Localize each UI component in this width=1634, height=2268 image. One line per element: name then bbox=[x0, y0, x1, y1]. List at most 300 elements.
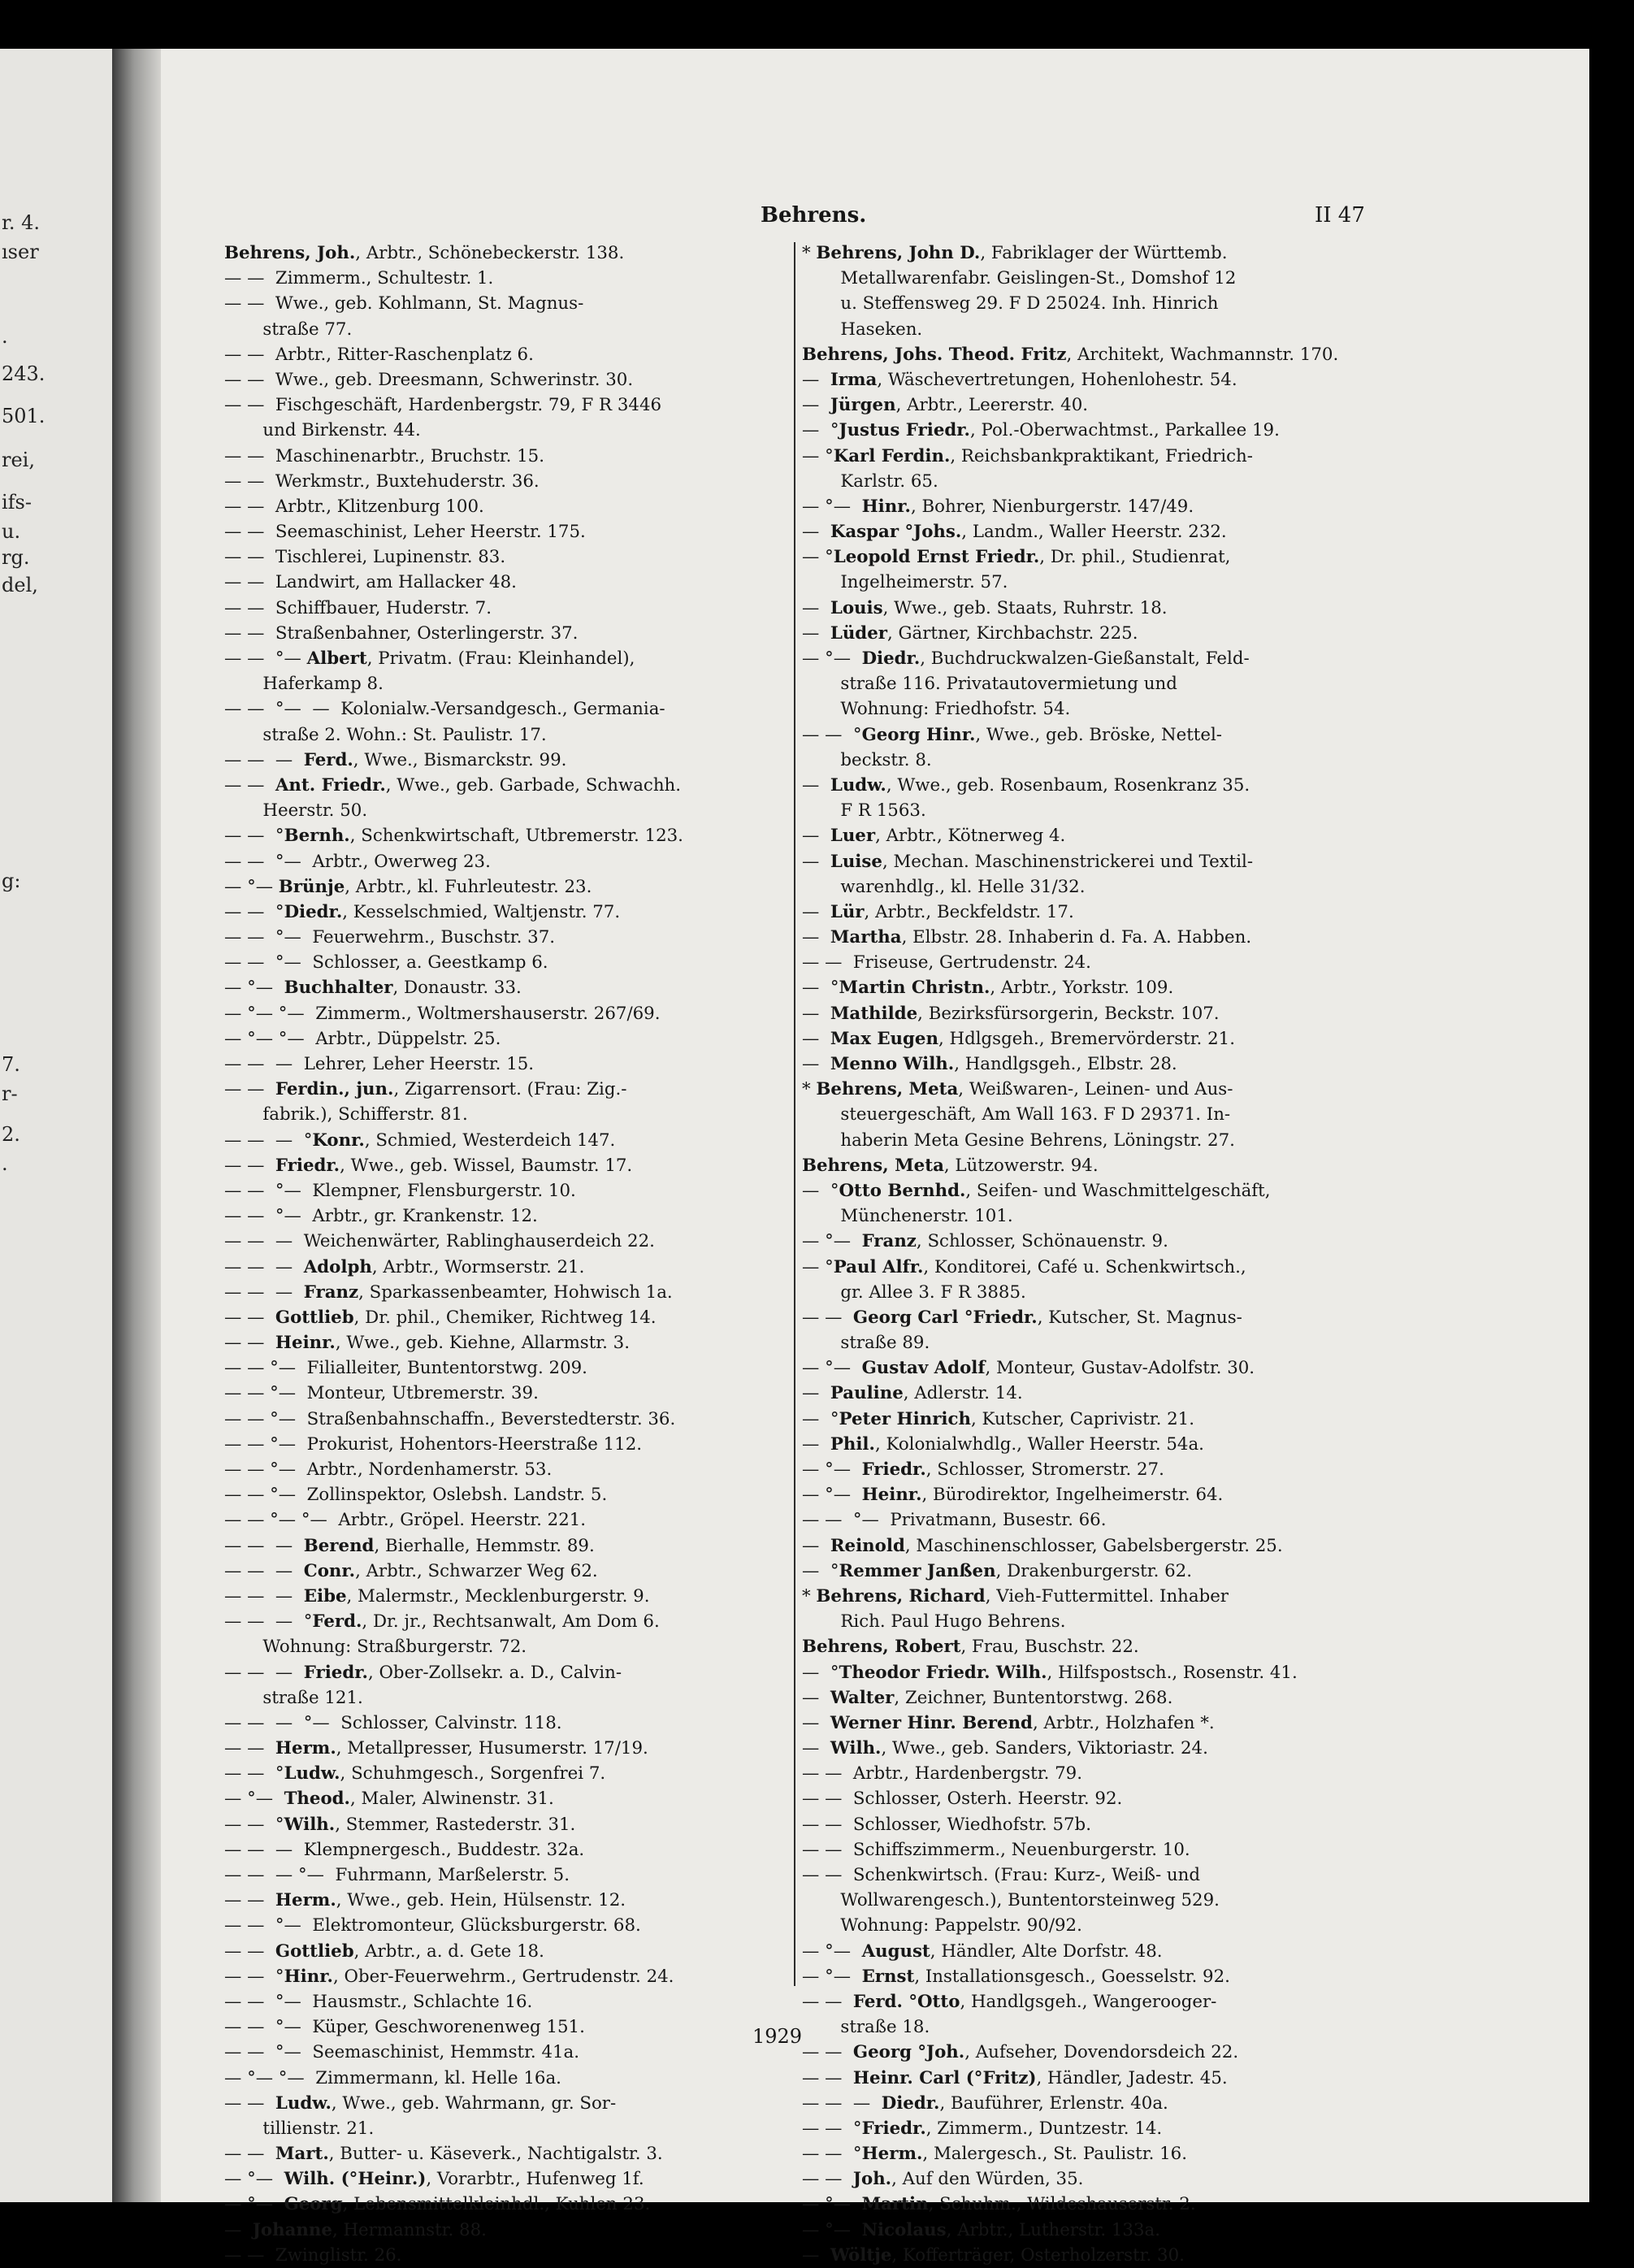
entry-name: Gottlieb bbox=[275, 1307, 354, 1328]
entry-text: — — °— Seemaschinist, Hemmstr. 41a. bbox=[224, 2042, 580, 2063]
entry-text: Karlstr. 65. bbox=[802, 471, 938, 492]
entry-text: , Bohrer, Nienburgerstr. 147/49. bbox=[910, 496, 1194, 517]
entry-name: Behrens, Robert bbox=[802, 1637, 961, 1658]
entry-name: Ferd. bbox=[303, 749, 353, 770]
entry-name: Georg °Joh. bbox=[852, 2042, 965, 2063]
directory-entry-line bbox=[802, 1077, 1371, 1102]
entry-text: , Landm., Waller Heerstr. 232. bbox=[961, 522, 1227, 543]
entry-text: steuergeschäft, Am Wall 163. F D 29371. In- bbox=[802, 1104, 1231, 1125]
directory-entry-line bbox=[224, 646, 793, 671]
book-gutter bbox=[112, 49, 161, 2202]
entry-text: , Kutscher, St. Magnus- bbox=[1037, 1307, 1242, 1328]
directory-entry-line bbox=[224, 621, 793, 646]
entry-name: Max Eugen bbox=[830, 1028, 938, 1049]
entry-text: , Adlerstr. 14. bbox=[903, 1383, 1023, 1404]
previous-page-text-fragment: rei, bbox=[2, 449, 35, 471]
entry-text: , Wäschevertretungen, Hohenlohestr. 54. bbox=[877, 369, 1237, 390]
directory-entry-line bbox=[802, 1711, 1371, 1736]
directory-entry-line bbox=[224, 2218, 793, 2243]
entry-name: Irma bbox=[830, 369, 878, 390]
directory-entry-line bbox=[802, 2218, 1371, 2243]
entry-name: Behrens, John D. bbox=[816, 243, 981, 263]
directory-entry-line bbox=[802, 900, 1371, 925]
entry-text: — — °— Arbtr., gr. Krankenstr. 12. bbox=[224, 1206, 538, 1227]
directory-entry-line bbox=[802, 1153, 1371, 1178]
entry-name: Diedr. bbox=[284, 901, 343, 922]
entry-name: Hinr. bbox=[861, 496, 911, 517]
entry-text: tillienstr. 21. bbox=[224, 2118, 375, 2139]
entry-text: , Ober-Feuerwehrm., Gertrudenstr. 24. bbox=[332, 1966, 674, 1987]
previous-page-text-fragment: r- bbox=[2, 1082, 18, 1105]
entry-text: , Wwe., geb. Sanders, Viktoriastr. 24. bbox=[881, 1738, 1208, 1759]
directory-entry-line bbox=[224, 1407, 793, 1432]
entry-text: Ingelheimerstr. 57. bbox=[802, 572, 1008, 593]
directory-entry-line bbox=[802, 748, 1371, 773]
entry-text: Haseken. bbox=[802, 319, 923, 340]
directory-entry-line bbox=[224, 671, 793, 696]
directory-entry-line bbox=[802, 1026, 1371, 1052]
directory-entry-line bbox=[802, 1685, 1371, 1711]
entry-name: Wilh. (°Heinr.) bbox=[284, 2169, 427, 2190]
entry-text: — bbox=[224, 2219, 253, 2240]
directory-entry-line bbox=[802, 2192, 1371, 2217]
directory-entry-line bbox=[224, 1102, 793, 1127]
directory-entry-line bbox=[224, 1584, 793, 1609]
entry-name: Berend bbox=[303, 1535, 375, 1556]
directory-entry-line bbox=[224, 1812, 793, 1837]
entry-name: Nicolaus bbox=[861, 2219, 947, 2240]
directory-entry-line bbox=[802, 722, 1371, 748]
entry-text: — — — bbox=[224, 1662, 304, 1683]
entry-text: , Elbstr. 28. Inhaberin d. Fa. A. Habben. bbox=[901, 927, 1252, 948]
entry-text: Wohnung: Pappelstr. 90/92. bbox=[802, 1915, 1082, 1936]
entry-text: , Privatm. (Frau: Kleinhandel), bbox=[366, 648, 635, 669]
previous-page-text-fragment: 2. bbox=[2, 1123, 20, 1146]
entry-name: Behrens, Richard bbox=[816, 1585, 986, 1607]
entry-text: , Donaustr. 33. bbox=[392, 978, 522, 999]
directory-entry-line bbox=[802, 1203, 1371, 1229]
entry-name: Phil. bbox=[830, 1433, 875, 1455]
directory-entry-line bbox=[802, 1001, 1371, 1026]
directory-entry-line bbox=[224, 1432, 793, 1457]
entry-name: Luer bbox=[830, 826, 876, 847]
entry-text: , Arbtr., Yorkstr. 109. bbox=[990, 978, 1174, 999]
directory-entry-line bbox=[802, 392, 1371, 418]
directory-entry-line bbox=[224, 392, 793, 418]
directory-entry-line bbox=[224, 2243, 793, 2268]
entry-name: Gottlieb bbox=[275, 1941, 354, 1962]
entry-name: Theodor Friedr. Wilh. bbox=[839, 1662, 1047, 1683]
directory-entry-line bbox=[224, 544, 793, 570]
entry-text: , Wwe., geb. Hein, Hülsenstr. 12. bbox=[336, 1890, 626, 1911]
entry-name: Pauline bbox=[830, 1383, 904, 1404]
directory-entry-line bbox=[802, 444, 1371, 469]
directory-entry-line bbox=[224, 748, 793, 773]
entry-text: , Konditorei, Café u. Schenkwirtsch., bbox=[923, 1256, 1246, 1277]
entry-text: — °— bbox=[802, 1459, 862, 1480]
entry-name: Buchhalter bbox=[284, 978, 393, 999]
directory-entry-line bbox=[224, 1786, 793, 1811]
directory-entry-line bbox=[224, 1989, 793, 2014]
entry-text: , Lützowerstr. 94. bbox=[943, 1155, 1099, 1176]
entry-text: , Auf den Würden, 35. bbox=[891, 2169, 1084, 2190]
directory-entry-line bbox=[224, 317, 793, 342]
entry-name: Georg bbox=[284, 2194, 343, 2215]
entry-text: , Bierhalle, Hemmstr. 89. bbox=[374, 1535, 595, 1556]
entry-text: , Arbtr., Lutherstr. 133a. bbox=[946, 2219, 1160, 2240]
directory-entry-line bbox=[802, 241, 1371, 266]
directory-entry-line bbox=[224, 874, 793, 900]
entry-text: , Kutscher, Caprivistr. 21. bbox=[970, 1408, 1194, 1429]
entry-text: — — — bbox=[802, 2092, 882, 2114]
directory-entry-line bbox=[802, 646, 1371, 671]
entry-text: — — ° bbox=[224, 1966, 284, 1987]
entry-text: — — — bbox=[224, 1585, 304, 1607]
directory-entry-line bbox=[224, 900, 793, 925]
entry-text: — — Arbtr., Hardenbergstr. 79. bbox=[802, 1763, 1082, 1784]
entry-name: Ernst bbox=[861, 1966, 915, 1987]
directory-entry-line bbox=[802, 1381, 1371, 1406]
directory-entry-line bbox=[224, 722, 793, 748]
directory-entry-line bbox=[802, 1280, 1371, 1305]
entry-text: — — bbox=[802, 2067, 853, 2088]
entry-name: Johanne bbox=[252, 2219, 332, 2240]
entry-text: , Schlosser, Stromerstr. 27. bbox=[925, 1459, 1164, 1480]
entry-text: — — — bbox=[224, 1560, 304, 1581]
entry-name: Werner Hinr. Berend bbox=[830, 1712, 1033, 1733]
directory-entry-line bbox=[802, 1660, 1371, 1685]
entry-name: Wöltje bbox=[830, 2244, 892, 2266]
entry-text: — — bbox=[802, 2042, 853, 2063]
entry-name: Peter Hinrich bbox=[839, 1408, 971, 1429]
directory-entry-line bbox=[802, 1863, 1371, 1888]
directory-entry-line bbox=[224, 1939, 793, 1964]
directory-entry-line bbox=[224, 1711, 793, 1736]
entry-text: , Drakenburgerstr. 62. bbox=[995, 1560, 1192, 1581]
entry-text: — — °— Prokurist, Hohentors-Heerstraße 112. bbox=[224, 1433, 643, 1455]
directory-entry-line bbox=[802, 1178, 1371, 1203]
entry-text: — ° bbox=[802, 1560, 839, 1581]
directory-entry-line bbox=[802, 570, 1371, 595]
directory-entry-line bbox=[802, 1052, 1371, 1077]
entry-text: — — ° bbox=[224, 826, 284, 847]
entry-text: — bbox=[802, 1383, 830, 1404]
previous-page-text-fragment: g: bbox=[2, 869, 21, 892]
entry-text: — °— °— Arbtr., Düppelstr. 25. bbox=[224, 1028, 501, 1049]
entry-text: — °— bbox=[802, 2194, 862, 2215]
entry-text: — bbox=[802, 2244, 830, 2266]
directory-entry-line bbox=[224, 1229, 793, 1254]
directory-entry-line bbox=[224, 2192, 793, 2217]
directory-entry-line bbox=[224, 773, 793, 798]
entry-name: Ferd. bbox=[312, 1611, 362, 1633]
entry-text: , Fabriklager der Württemb. bbox=[980, 243, 1228, 263]
entry-name: Theod. bbox=[284, 1789, 350, 1810]
entry-text: — °— bbox=[802, 496, 862, 517]
directory-entry-line bbox=[802, 1913, 1371, 1938]
entry-text: Rich. Paul Hugo Behrens. bbox=[802, 1611, 1066, 1633]
entry-text: straße 77. bbox=[224, 319, 353, 340]
entry-name: Konr. bbox=[312, 1130, 365, 1151]
entry-name: Diedr. bbox=[881, 2092, 940, 2114]
entry-text: — — °— Filialleiter, Buntentorstwg. 209. bbox=[224, 1358, 587, 1379]
directory-entry-line bbox=[224, 2116, 793, 2141]
entry-text: — — Wwe., geb. Dreesmann, Schwerinstr. 30. bbox=[224, 369, 634, 390]
entry-text: — — Tischlerei, Lupinenstr. 83. bbox=[224, 547, 506, 568]
entry-name: Heinr. Carl (°Fritz) bbox=[852, 2067, 1037, 2088]
entry-name: Louis bbox=[830, 597, 883, 618]
entry-text: straße 121. bbox=[224, 1687, 363, 1708]
entry-text: — °— bbox=[802, 1485, 862, 1506]
directory-entry-line bbox=[224, 1026, 793, 1052]
entry-name: Friedr. bbox=[303, 1662, 368, 1683]
entry-text: — — Schiffbauer, Huderstr. 7. bbox=[224, 597, 492, 618]
entry-text: — — ° bbox=[224, 1814, 284, 1835]
entry-text: — — Zimmerm., Schultestr. 1. bbox=[224, 268, 494, 289]
directory-entry-line bbox=[802, 773, 1371, 798]
previous-page-text-fragment: ıser bbox=[2, 241, 39, 263]
entry-text: , Arbtr., Schönebeckerstr. 138. bbox=[355, 243, 625, 263]
entry-text: , Buchdruckwalzen-Gießanstalt, Feld- bbox=[920, 648, 1250, 669]
entry-text: , Hilfspostsch., Rosenstr. 41. bbox=[1047, 1662, 1298, 1683]
entry-name: Georg Carl °Friedr. bbox=[852, 1307, 1038, 1328]
entry-text: — — — ° bbox=[224, 1611, 313, 1633]
entry-text: , Zeichner, Buntentorstwg. 268. bbox=[894, 1687, 1173, 1708]
directory-entry-line bbox=[224, 1001, 793, 1026]
directory-entry-line bbox=[802, 798, 1371, 823]
entry-name: Diedr. bbox=[861, 648, 921, 669]
previous-page-edge bbox=[0, 49, 112, 2202]
entry-name: Heinr. bbox=[275, 1333, 336, 1354]
entry-name: Martin bbox=[861, 2194, 929, 2215]
entry-text: , Malergesch., St. Paulistr. 16. bbox=[922, 2144, 1187, 2165]
directory-entry-line bbox=[224, 1533, 793, 1559]
entry-text: — — — bbox=[224, 1281, 304, 1303]
entry-name: Luise bbox=[830, 851, 882, 872]
directory-entry-line bbox=[802, 2166, 1371, 2192]
entry-text: — — ° bbox=[224, 1763, 284, 1784]
entry-text: , Schuhmgesch., Sorgenfrei 7. bbox=[340, 1763, 606, 1784]
entry-text: — bbox=[802, 826, 830, 847]
entry-name: Ludw. bbox=[284, 1763, 340, 1784]
entry-name: Friedr. bbox=[861, 1459, 926, 1480]
entry-text: — °— bbox=[802, 1231, 862, 1252]
entry-text: — bbox=[802, 901, 830, 922]
entry-text: — — bbox=[224, 1079, 275, 1100]
directory-entry-line bbox=[224, 469, 793, 494]
directory-entry-line bbox=[802, 291, 1371, 316]
entry-name: Ludw. bbox=[275, 2092, 332, 2114]
directory-entry-line bbox=[224, 1837, 793, 1863]
directory-entry-line bbox=[224, 925, 793, 950]
entry-name: Franz bbox=[303, 1281, 359, 1303]
directory-entry-line bbox=[802, 266, 1371, 291]
entry-text: — °— bbox=[802, 648, 862, 669]
entry-name: Ludw. bbox=[830, 774, 886, 796]
entry-text: — bbox=[802, 522, 830, 543]
directory-entry-line bbox=[224, 1077, 793, 1102]
entry-text: — — — ° bbox=[224, 1130, 313, 1151]
directory-entry-line bbox=[802, 544, 1371, 570]
entry-name: Conr. bbox=[303, 1560, 356, 1581]
entry-text: , Schenkwirtschaft, Utbremerstr. 123. bbox=[349, 826, 683, 847]
entry-text: und Birkenstr. 44. bbox=[224, 420, 421, 441]
previous-page-text-fragment: del, bbox=[2, 574, 38, 596]
directory-entry-line bbox=[802, 1964, 1371, 1989]
entry-text: — — Schlosser, Osterh. Heerstr. 92. bbox=[802, 1789, 1123, 1810]
entry-text: — — — bbox=[224, 749, 304, 770]
directory-entry-line bbox=[802, 849, 1371, 874]
entry-text: — — °— Privatmann, Busestr. 66. bbox=[802, 1510, 1107, 1531]
entry-text: , Mechan. Maschinenstrickerei und Textil- bbox=[882, 851, 1254, 872]
entry-name: Lüder bbox=[830, 622, 887, 644]
entry-text: — °— °— Zimmermann, kl. Helle 16a. bbox=[224, 2067, 561, 2088]
entry-text: — bbox=[802, 927, 830, 948]
entry-text: — bbox=[802, 395, 830, 416]
directory-entry-line bbox=[802, 1634, 1371, 1659]
entry-name: Behrens, Meta bbox=[802, 1155, 944, 1176]
previous-page-text-fragment: . bbox=[2, 325, 8, 348]
entry-name: Bernh. bbox=[284, 826, 350, 847]
entry-text: — °— bbox=[802, 2219, 862, 2240]
directory-entry-line bbox=[802, 1609, 1371, 1634]
directory-entry-line bbox=[802, 2243, 1371, 2268]
directory-entry-line bbox=[224, 950, 793, 975]
entry-text: — — °— Monteur, Utbremerstr. 39. bbox=[224, 1383, 539, 1404]
entry-text: — — Fischgeschäft, Hardenbergstr. 79, F R 3446 bbox=[224, 395, 662, 416]
directory-entry-line bbox=[224, 418, 793, 443]
directory-entry-line bbox=[224, 596, 793, 621]
entry-text: — — Maschinenarbtr., Bruchstr. 15. bbox=[224, 445, 544, 466]
entry-text: — bbox=[802, 1535, 830, 1556]
directory-entry-line bbox=[224, 241, 793, 266]
entry-name: Menno Wilh. bbox=[830, 1054, 955, 1074]
directory-entry-line bbox=[224, 342, 793, 367]
entry-text: haberin Meta Gesine Behrens, Löningstr. 27. bbox=[802, 1130, 1235, 1151]
entry-text: — bbox=[802, 622, 830, 644]
entry-name: Herm. bbox=[275, 1890, 336, 1911]
entry-text: , Pol.-Oberwachtmst., Parkallee 19. bbox=[969, 420, 1280, 441]
entry-text: — — bbox=[802, 2169, 853, 2190]
entry-text: , Butter- u. Käseverk., Nachtigalstr. 3. bbox=[328, 2144, 663, 2165]
entry-text: * bbox=[802, 1079, 817, 1100]
entry-name: Lür bbox=[830, 901, 865, 922]
directory-entry-line bbox=[802, 696, 1371, 722]
entry-name: Ferdin., jun. bbox=[275, 1079, 394, 1100]
entry-text: , Hdlgsgeh., Bremervörderstr. 21. bbox=[938, 1028, 1235, 1049]
entry-text: F R 1563. bbox=[802, 800, 926, 822]
directory-entry-line bbox=[802, 925, 1371, 950]
entry-text: — — — bbox=[224, 1535, 304, 1556]
directory-entry-line bbox=[224, 1913, 793, 1938]
directory-entry-line bbox=[802, 469, 1371, 494]
entry-text: — — Arbtr., Klitzenburg 100. bbox=[224, 496, 484, 517]
directory-entry-line bbox=[802, 1102, 1371, 1127]
entry-text: — — °— Feuerwehrm., Buschstr. 37. bbox=[224, 927, 556, 948]
entry-name: Georg Hinr. bbox=[861, 724, 976, 745]
entry-text: , Wwe., Bismarckstr. 99. bbox=[353, 749, 567, 770]
entry-text: — bbox=[802, 1738, 830, 1759]
entry-text: — — bbox=[224, 1941, 275, 1962]
directory-entry-line bbox=[224, 1128, 793, 1153]
entry-text: — — — Weichenwärter, Rablinghauserdeich 22. bbox=[224, 1231, 655, 1252]
directory-entry-line bbox=[802, 671, 1371, 696]
entry-text: — — bbox=[224, 2144, 275, 2165]
entry-text: — — bbox=[224, 1307, 275, 1328]
entry-text: — — °— Klempner, Flensburgerstr. 10. bbox=[224, 1180, 576, 1201]
entry-name: Adolph bbox=[303, 1256, 372, 1277]
entry-text: , Schmied, Westerdeich 147. bbox=[364, 1130, 616, 1151]
entry-text: — — — Klempnergesch., Buddestr. 32a. bbox=[224, 1839, 585, 1860]
directory-entry-line bbox=[802, 621, 1371, 646]
entry-text: , Arbtr., Schwarzer Weg 62. bbox=[355, 1560, 598, 1581]
directory-entry-line bbox=[224, 1863, 793, 1888]
entry-text: , Vorarbtr., Hufenweg 1f. bbox=[426, 2169, 644, 2190]
directory-entry-line bbox=[802, 2141, 1371, 2166]
directory-entry-line bbox=[224, 1255, 793, 1280]
entry-text: — — bbox=[802, 1307, 853, 1328]
directory-entry-line bbox=[802, 317, 1371, 342]
entry-text: — bbox=[802, 1687, 830, 1708]
entry-text: — — — °— Schlosser, Calvinstr. 118. bbox=[224, 1712, 562, 1733]
directory-entry-line bbox=[224, 1634, 793, 1659]
entry-text: — °— bbox=[802, 1966, 862, 1987]
entry-text: — — bbox=[224, 1738, 275, 1759]
right-column bbox=[802, 241, 1371, 2268]
entry-text: — — Landwirt, am Hallacker 48. bbox=[224, 572, 517, 593]
directory-entry-line bbox=[224, 1203, 793, 1229]
page-number: II 47 bbox=[1315, 203, 1365, 228]
entry-text: — bbox=[802, 774, 830, 796]
entry-text: — bbox=[802, 597, 830, 618]
directory-entry-line bbox=[224, 1330, 793, 1355]
entry-name: Behrens, Meta bbox=[816, 1079, 959, 1100]
entry-name: Wilh. bbox=[830, 1738, 882, 1759]
directory-entry-line bbox=[224, 2091, 793, 2116]
entry-text: — ° bbox=[802, 547, 834, 568]
directory-entry-line bbox=[224, 1052, 793, 1077]
directory-entry-line bbox=[802, 2040, 1371, 2065]
directory-entry-line bbox=[224, 1964, 793, 1989]
entry-text: — bbox=[802, 1433, 830, 1455]
entry-name: Jürgen bbox=[830, 395, 896, 416]
entry-text: — — Schenkwirtsch. (Frau: Kurz-, Weiß- und bbox=[802, 1865, 1200, 1885]
entry-text: — — bbox=[224, 774, 275, 796]
entry-name: Brünje bbox=[278, 876, 345, 897]
entry-name: Friedr. bbox=[275, 1155, 340, 1176]
entry-text: — — °— Arbtr., Nordenhamerstr. 53. bbox=[224, 1459, 553, 1480]
entry-text: — °— bbox=[802, 1941, 862, 1962]
entry-text: , Kofferträger, Osterholzerstr. 30. bbox=[891, 2244, 1185, 2266]
directory-entry-line bbox=[802, 2066, 1371, 2091]
entry-text: , Händler, Jadestr. 45. bbox=[1036, 2067, 1228, 2088]
entry-text: , Seifen- und Waschmittelgeschäft, bbox=[965, 1180, 1271, 1201]
entry-text: , Wwe., geb. Staats, Ruhrstr. 18. bbox=[882, 597, 1168, 618]
entry-text: — — Werkmstr., Buxtehuderstr. 36. bbox=[224, 471, 540, 492]
directory-entry-line bbox=[802, 2091, 1371, 2116]
directory-entry-line bbox=[224, 1609, 793, 1634]
entry-text: — bbox=[802, 1003, 830, 1024]
entry-text: , Monteur, Gustav-Adolfstr. 30. bbox=[985, 1358, 1255, 1379]
entry-name: Hinr. bbox=[284, 1966, 333, 1987]
entry-text: , Gärtner, Kirchbachstr. 225. bbox=[886, 622, 1138, 644]
entry-text: — °— bbox=[224, 2194, 284, 2215]
entry-text: — — °— Küper, Geschworenenweg 151. bbox=[224, 2017, 585, 2038]
entry-text: straße 89. bbox=[802, 1333, 930, 1354]
entry-text: , Arbtr., a. d. Gete 18. bbox=[353, 1941, 544, 1962]
entry-text: — °— bbox=[224, 2169, 284, 2190]
entry-text: , Wwe., geb. Kiehne, Allarmstr. 3. bbox=[335, 1333, 630, 1354]
